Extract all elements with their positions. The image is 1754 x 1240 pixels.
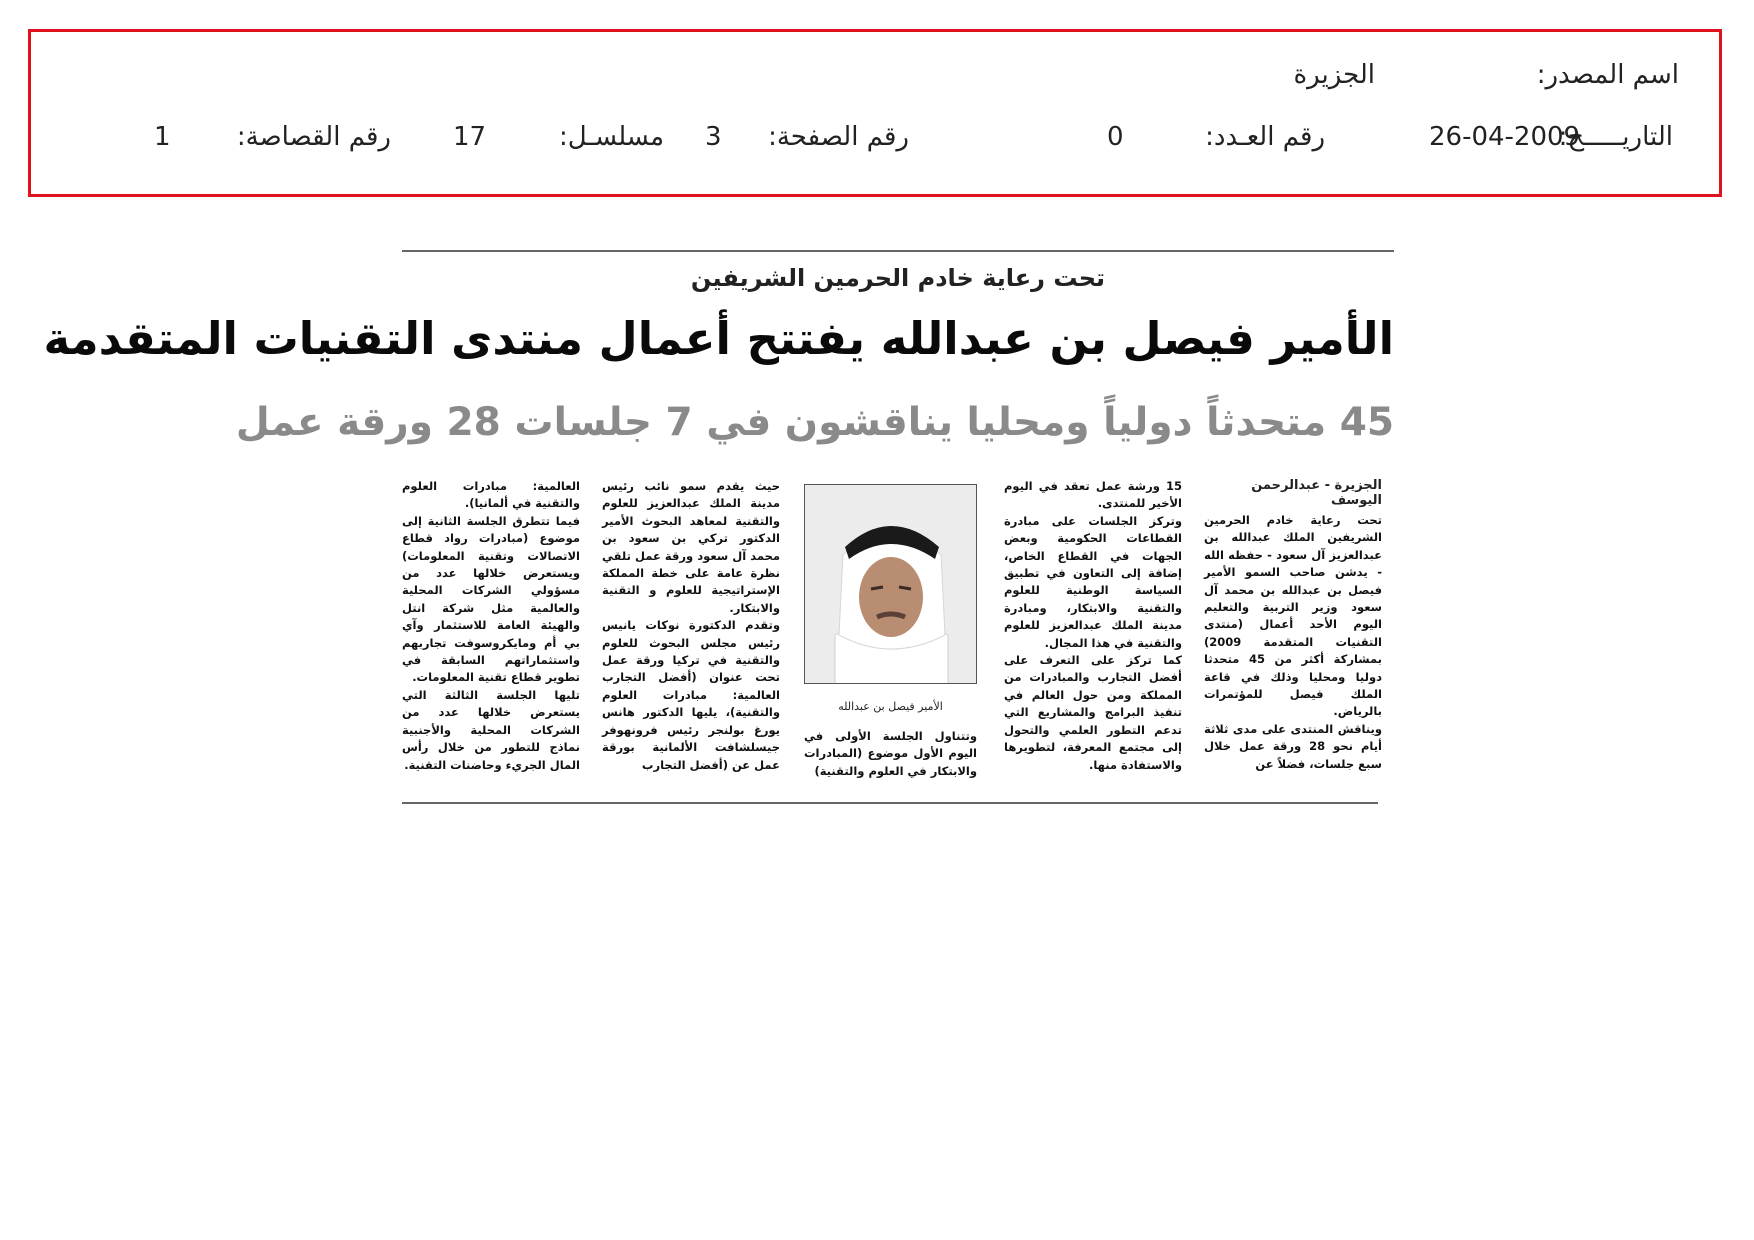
- article-kicker: تحت رعاية خادم الحرمين الشريفين: [690, 264, 1106, 292]
- article-column-1: تحت رعاية خادم الحرمين الشريفين الملك عبدالله بن عبدالعزيز آل سعود - حفظه الله - يدشن صاحب السمو الأمير فيصل بن عبدالله بن محمد آل سعود وزير التربية والتعليم اليوم الأحد أعمال (منتدى التقنيات المتقدمة 2009) بمشاركة أكثر من 45 متحدثا دوليا ومحليا وذلك في قاعة الملك فيصل للمؤتمرات بالرياض. ويناقش المنتدى على مدى ثلاثة أيام نحو 28 ورقة عمل خلال سبع جلسات، فضلاً عن: [1204, 513, 1382, 771]
- source-label: اسم المصدر:: [1536, 60, 1679, 90]
- issue-value: 0: [1107, 122, 1124, 152]
- serial-value: 17: [453, 122, 487, 152]
- page-value: 3: [705, 122, 722, 152]
- metadata-header-box: [28, 29, 1722, 197]
- article-byline: الجزيرة - عبدالرحمن اليوسف: [1251, 478, 1382, 508]
- date-label: التاريـــــخ:: [1558, 122, 1673, 152]
- date-value: 26-04-2009: [1429, 122, 1581, 152]
- portrait-photo: [804, 484, 977, 684]
- issue-label: رقم العـدد:: [1205, 122, 1325, 152]
- clip-label: رقم القصاصة:: [236, 122, 391, 152]
- serial-label: مسلسـل:: [559, 122, 664, 152]
- top-rule: [402, 250, 1394, 252]
- article-headline: الأمير فيصل بن عبدالله يفتتح أعمال منتدى التقنيات المتقدمة: [43, 312, 1394, 365]
- article-column-4: حيث يقدم سمو نائب رئيس مدينة الملك عبدالعزيز للعلوم والتقنية لمعاهد البحوث الأمير الدكتور تركي بن سعود بن محمد آل سعود ورقة عمل تلقي نظرة عامة على خطة المملكة الإستراتيجية للعلوم و التقنية والابتكار. وتقدم الدكتورة نوكات يانيس رئيس مجلس البحوث للعلوم والتقنية في تركيا ورقة عمل تحت عنوان (أفضل التجارب العالمية: مبادرات العلوم والتقنية)، يليها الدكتور هانس يورغ بولنجر رئيس فرونهوفر جيسلشافت الألمانية بورقة عمل عن (أفضل التجارب: [602, 479, 780, 772]
- bottom-rule: [402, 802, 1378, 804]
- article-column-5: العالمية: مبادرات العلوم والتقنية في ألمانيا). فيما تتطرق الجلسة الثانية إلى موضوع (مبادرات رواد قطاع الاتصالات وتقنية المعلومات) ويستعرض خلالها عدد من مسؤولي الشركات المحلية والعالمية مثل شركة انتل والهيئة العامة للاستثمار وآي بي أم ومايكروسوفت تجاربهم واستثماراتهم السابقة في تطوير قطاع تقنية المعلومات. تليها الجلسة الثالثة التي يستعرض خلالها عدد من الشركات المحلية والأجنبية نماذج للتطور من خلال رأس المال الجريء وحاضنات التقنية.: [402, 479, 580, 772]
- newspaper-clipping: [43, 250, 1394, 805]
- article-subhead: 45 متحدثاً دولياً ومحليا يناقشون في 7 جلسات 28 ورقة عمل: [235, 400, 1394, 445]
- clip-value: 1: [154, 122, 171, 152]
- source-value: الجزيرة: [1293, 60, 1375, 90]
- page-label: رقم الصفحة:: [768, 122, 909, 152]
- photo-caption: الأمير فيصل بن عبدالله: [838, 700, 943, 713]
- article-column-2: 15 ورشة عمل تعقد في اليوم الأخير للمنتدى. وتركز الجلسات على مبادرة القطاعات الحكومية وبعض الجهات في القطاع الخاص، إضافة إلى التعاون في تطبيق السياسة الوطنية للعلوم والتقنية والابتكار، ومبادرة مدينة الملك عبدالعزيز للعلوم والتقنية في هذا المجال. كما تركز على التعرف على أفضل التجارب والمبادرات من المملكة ومن حول العالم في تنفيذ البرامج والمشاريع التي تدعم التطور العلمي والتحول إلى مجتمع المعرفة، لتطويرها والاستفادة منها.: [1004, 479, 1182, 772]
- portrait-figure: [805, 485, 977, 684]
- article-column-3: وتتناول الجلسة الأولى في اليوم الأول موضوع (المبادرات والابتكار في العلوم والتقنية): [804, 729, 977, 778]
